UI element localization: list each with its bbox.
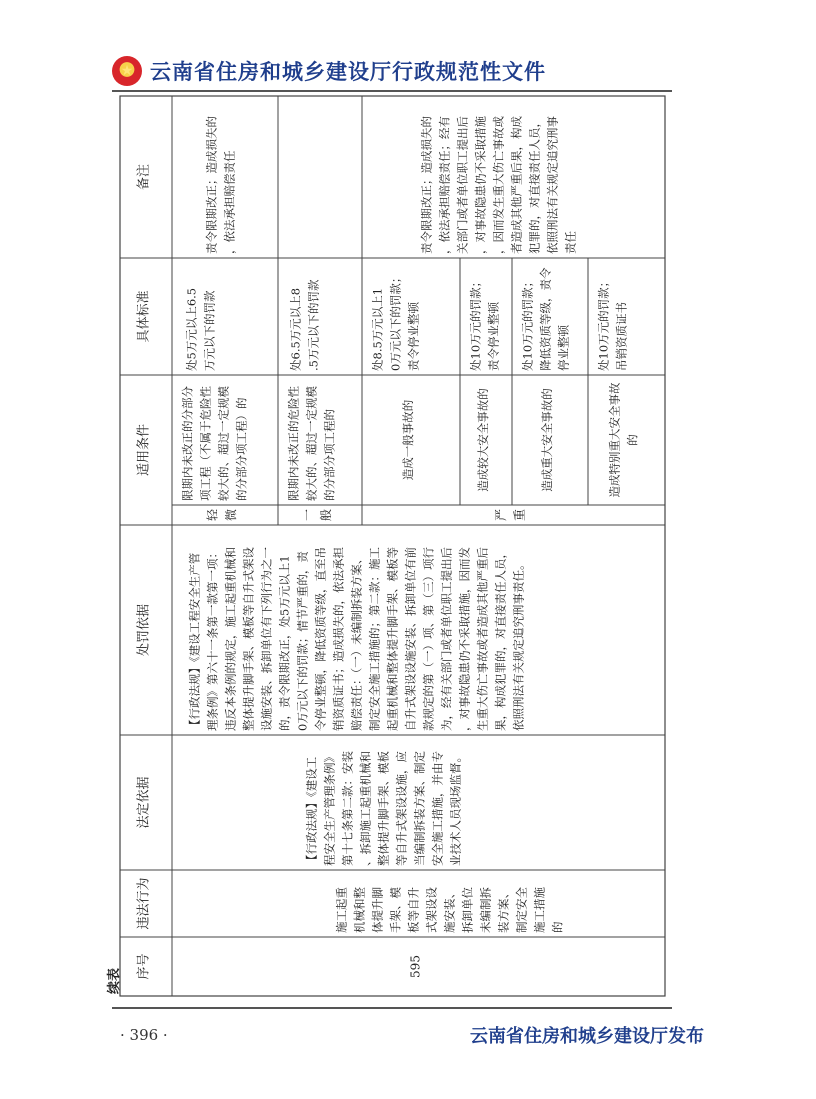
svg-text:严: 严 xyxy=(494,508,509,522)
svg-text:果，构成犯罪的，对直接责任人员，: 果，构成犯罪的，对直接责任人员， xyxy=(493,547,508,731)
svg-text:手架、模: 手架、模 xyxy=(388,887,403,933)
header-title: 云南省住房和城乡建设厅行政规范性文件 xyxy=(150,60,546,84)
svg-text:制定安全: 制定安全 xyxy=(514,887,529,933)
svg-text:较大的、超过一定规模: 较大的、超过一定规模 xyxy=(304,386,319,501)
header-condition xyxy=(136,424,151,476)
svg-text:0万元以下的罚款；情节严重的，责: 0万元以下的罚款；情节严重的，责 xyxy=(295,551,310,731)
svg-text:为，经有关部门或者单位职工提出后: 为，经有关部门或者单位职工提出后 xyxy=(439,547,454,731)
std-severe-1 xyxy=(371,272,421,371)
svg-text:处5万元以上6.5: 处5万元以上6.5 xyxy=(184,287,199,371)
header-standard xyxy=(135,290,151,342)
svg-text:施工起重: 施工起重 xyxy=(334,887,349,933)
svg-text:处10万元的罚款；: 处10万元的罚款； xyxy=(520,275,535,371)
svg-text:关部门或者单位职工提出后: 关部门或者单位职工提出后 xyxy=(455,116,470,254)
svg-text:造成重大安全事故的: 造成重大安全事故的 xyxy=(539,388,554,492)
svg-text:处8.5万元以上1: 处8.5万元以上1 xyxy=(370,287,385,371)
svg-text:生重大伤亡事故或者造成其他严重后: 生重大伤亡事故或者造成其他严重后 xyxy=(475,547,490,731)
svg-text:适用条件: 适用条件 xyxy=(136,423,152,477)
std-general xyxy=(289,279,321,371)
level-light xyxy=(206,508,239,521)
svg-text:体提升脚: 体提升脚 xyxy=(370,887,385,933)
svg-text:的: 的 xyxy=(550,921,565,933)
svg-text:降低资质等级，责令: 降低资质等级，责令 xyxy=(538,267,553,371)
svg-text:，依法承担赔偿责任；经有: ，依法承担赔偿责任；经有 xyxy=(437,116,452,254)
header-penalty-basis xyxy=(135,604,151,656)
svg-text:的，责令限期改正，处5万元以上1: 的，责令限期改正，处5万元以上1 xyxy=(277,555,292,731)
std-severe-2 xyxy=(469,276,501,371)
svg-text:处10万元的罚款；: 处10万元的罚款； xyxy=(468,275,483,371)
svg-text:整体提升脚手架、模板: 整体提升脚手架、模板 xyxy=(376,751,391,866)
cond-severe-1 xyxy=(401,400,415,481)
svg-text:起重机械和整体提升脚手架、模板等: 起重机械和整体提升脚手架、模板等 xyxy=(385,547,400,731)
header-remark xyxy=(136,164,151,190)
svg-text:万元以下的罚款: 万元以下的罚款 xyxy=(202,290,217,371)
svg-text:施工措施: 施工措施 xyxy=(532,887,547,933)
header-behavior xyxy=(135,877,151,929)
cond-light xyxy=(181,386,249,501)
svg-text:造成一般事故的: 造成一般事故的 xyxy=(400,399,415,481)
level-general xyxy=(301,509,334,521)
svg-text:法定依据: 法定依据 xyxy=(136,776,152,829)
svg-text:装方案、: 装方案、 xyxy=(496,887,511,933)
svg-text:轻: 轻 xyxy=(205,508,220,522)
svg-text:处罚依据: 处罚依据 xyxy=(136,603,152,657)
svg-text:【行政法规】《建设工: 【行政法规】《建设工 xyxy=(304,756,319,866)
svg-text:、拆卸施工起重机械和: 、拆卸施工起重机械和 xyxy=(358,751,373,866)
svg-text:，对事故隐患仍不采取措施: ，对事故隐患仍不采取措施 xyxy=(473,116,488,254)
svg-text:般: 般 xyxy=(319,508,334,522)
svg-text:式架设设: 式架设设 xyxy=(424,887,439,933)
svg-text:处10万元的罚款；: 处10万元的罚款； xyxy=(596,275,611,371)
cond-severe-3 xyxy=(540,388,554,492)
svg-text:【行政法规】《建设工程安全生产管: 【行政法规】《建设工程安全生产管 xyxy=(187,552,202,731)
svg-text:整体提升脚手架、模板等自升式架设: 整体提升脚手架、模板等自升式架设 xyxy=(241,547,256,731)
svg-text:制定安全施工措施的；第二款：施工: 制定安全施工措施的；第二款：施工 xyxy=(367,547,382,731)
svg-text:的: 的 xyxy=(625,434,640,446)
remark-light xyxy=(205,116,237,254)
std-light xyxy=(185,288,217,371)
svg-text:限期内未改正的分部分: 限期内未改正的分部分 xyxy=(180,386,195,501)
cell-legal-basis xyxy=(305,751,463,866)
svg-text:处6.5万元以上8: 处6.5万元以上8 xyxy=(288,287,303,371)
svg-text:违反本条例的规定，施工起重机械和: 违反本条例的规定，施工起重机械和 xyxy=(223,547,238,731)
svg-text:595: 595 xyxy=(408,955,423,978)
cond-general xyxy=(287,386,337,501)
svg-text:业技术人员现场监督。: 业技术人员现场监督。 xyxy=(448,751,463,866)
footer-publisher: 云南省住房和城乡建设厅发布 xyxy=(470,1026,704,1047)
svg-text:当编制拆装方案、制定: 当编制拆装方案、制定 xyxy=(412,751,427,866)
svg-text:，因而发生重大伤亡事故或: ，因而发生重大伤亡事故或 xyxy=(491,116,506,254)
svg-text:一: 一 xyxy=(300,508,315,522)
cell-seq xyxy=(408,955,422,978)
svg-text:责令限期改正；造成损失的: 责令限期改正；造成损失的 xyxy=(419,116,434,254)
svg-text:的分部分项工程的: 的分部分项工程的 xyxy=(322,409,337,501)
svg-text:备注: 备注 xyxy=(136,163,152,191)
cell-behavior xyxy=(335,887,565,933)
cond-severe-4 xyxy=(607,382,639,497)
svg-text:销资质证书；造成损失的，依法承担: 销资质证书；造成损失的，依法承担 xyxy=(331,547,346,731)
svg-text:重: 重 xyxy=(512,508,527,522)
std-severe-4 xyxy=(597,276,629,371)
svg-text:违法行为: 违法行为 xyxy=(136,877,152,930)
svg-text:造成特别重大安全事故: 造成特别重大安全事故 xyxy=(607,382,622,498)
svg-text:微: 微 xyxy=(224,508,239,522)
header-seq xyxy=(135,953,151,979)
cond-severe-2 xyxy=(476,388,490,492)
header-legal-basis xyxy=(135,776,151,828)
svg-text:施安装、: 施安装、 xyxy=(442,887,457,933)
svg-text:第十七条第二款：安装: 第十七条第二款：安装 xyxy=(340,751,355,866)
svg-text:依照刑法有关规定追究刑事责任。: 依照刑法有关规定追究刑事责任。 xyxy=(511,558,526,731)
svg-text:未编制拆: 未编制拆 xyxy=(478,887,493,933)
svg-text:款规定的第（一）项、第（三）项行: 款规定的第（一）项、第（三）项行 xyxy=(421,547,436,731)
continued-label: 续表 xyxy=(107,967,122,994)
svg-text:限期内未改正的危险性: 限期内未改正的危险性 xyxy=(286,386,301,501)
svg-text:，对事故隐患仍不采取措施，因而发: ，对事故隐患仍不采取措施，因而发 xyxy=(457,547,472,731)
svg-text:板等自升: 板等自升 xyxy=(406,887,421,933)
svg-text:0万元以下的罚款；: 0万元以下的罚款； xyxy=(388,271,403,371)
svg-text:序号: 序号 xyxy=(136,953,152,980)
remark-severe xyxy=(420,116,578,254)
svg-text:自升式架设设施安装、拆卸单位有前: 自升式架设设施安装、拆卸单位有前 xyxy=(403,547,418,731)
svg-text:机械和整: 机械和整 xyxy=(352,887,367,933)
svg-text:理条例》第六十一条第一款第一项：: 理条例》第六十一条第一款第一项： xyxy=(205,547,220,731)
svg-text:赔偿责任：（一）未编制拆装方案、: 赔偿责任：（一）未编制拆装方案、 xyxy=(349,552,364,731)
svg-text:.5万元以下的罚款: .5万元以下的罚款 xyxy=(306,279,321,371)
svg-text:拆卸单位: 拆卸单位 xyxy=(460,887,475,933)
svg-text:设施安装、拆卸单位有下列行为之一: 设施安装、拆卸单位有下列行为之一 xyxy=(259,547,274,731)
svg-text:者造成其他严重后果，构成: 者造成其他严重后果，构成 xyxy=(509,116,524,254)
svg-text:较大的、超过一定规模: 较大的、超过一定规模 xyxy=(216,386,231,501)
svg-text:，依法承担赔偿责任: ，依法承担赔偿责任 xyxy=(222,150,237,254)
svg-text:的分部分项工程）的: 的分部分项工程）的 xyxy=(234,397,249,501)
national-emblem-icon: ★ xyxy=(112,56,142,86)
svg-text:责令限期改正；造成损失的: 责令限期改正；造成损失的 xyxy=(204,116,219,254)
table-frame xyxy=(120,96,665,996)
svg-text:责令停业整顿: 责令停业整顿 xyxy=(486,302,501,371)
cell-penalty-basis xyxy=(188,547,526,731)
level-severe xyxy=(494,509,527,521)
svg-text:程安全生产管理条例》: 程安全生产管理条例》 xyxy=(322,751,337,866)
svg-text:吊销资质证书: 吊销资质证书 xyxy=(614,302,629,371)
svg-text:安全施工措施，并由专: 安全施工措施，并由专 xyxy=(430,751,445,866)
svg-text:具体标准: 具体标准 xyxy=(136,290,152,343)
svg-text:责任: 责任 xyxy=(563,231,578,254)
svg-text:等自升式架设设施，应: 等自升式架设设施，应 xyxy=(394,751,409,866)
svg-text:犯罪的，对直接责任人员，: 犯罪的，对直接责任人员， xyxy=(527,116,542,254)
svg-text:依照刑法有关规定追究刑事: 依照刑法有关规定追究刑事 xyxy=(545,116,560,254)
page-number: · 396 · xyxy=(120,1026,168,1044)
svg-text:责令停业整顿: 责令停业整顿 xyxy=(406,302,421,371)
svg-text:造成较大安全事故的: 造成较大安全事故的 xyxy=(475,388,490,492)
svg-text:项工程（不属于危险性: 项工程（不属于危险性 xyxy=(198,386,213,501)
svg-text:停业整顿: 停业整顿 xyxy=(556,325,571,371)
svg-text:令停业整顿，降低资质等级，直至吊: 令停业整顿，降低资质等级，直至吊 xyxy=(313,547,328,731)
std-severe-3 xyxy=(521,267,571,371)
